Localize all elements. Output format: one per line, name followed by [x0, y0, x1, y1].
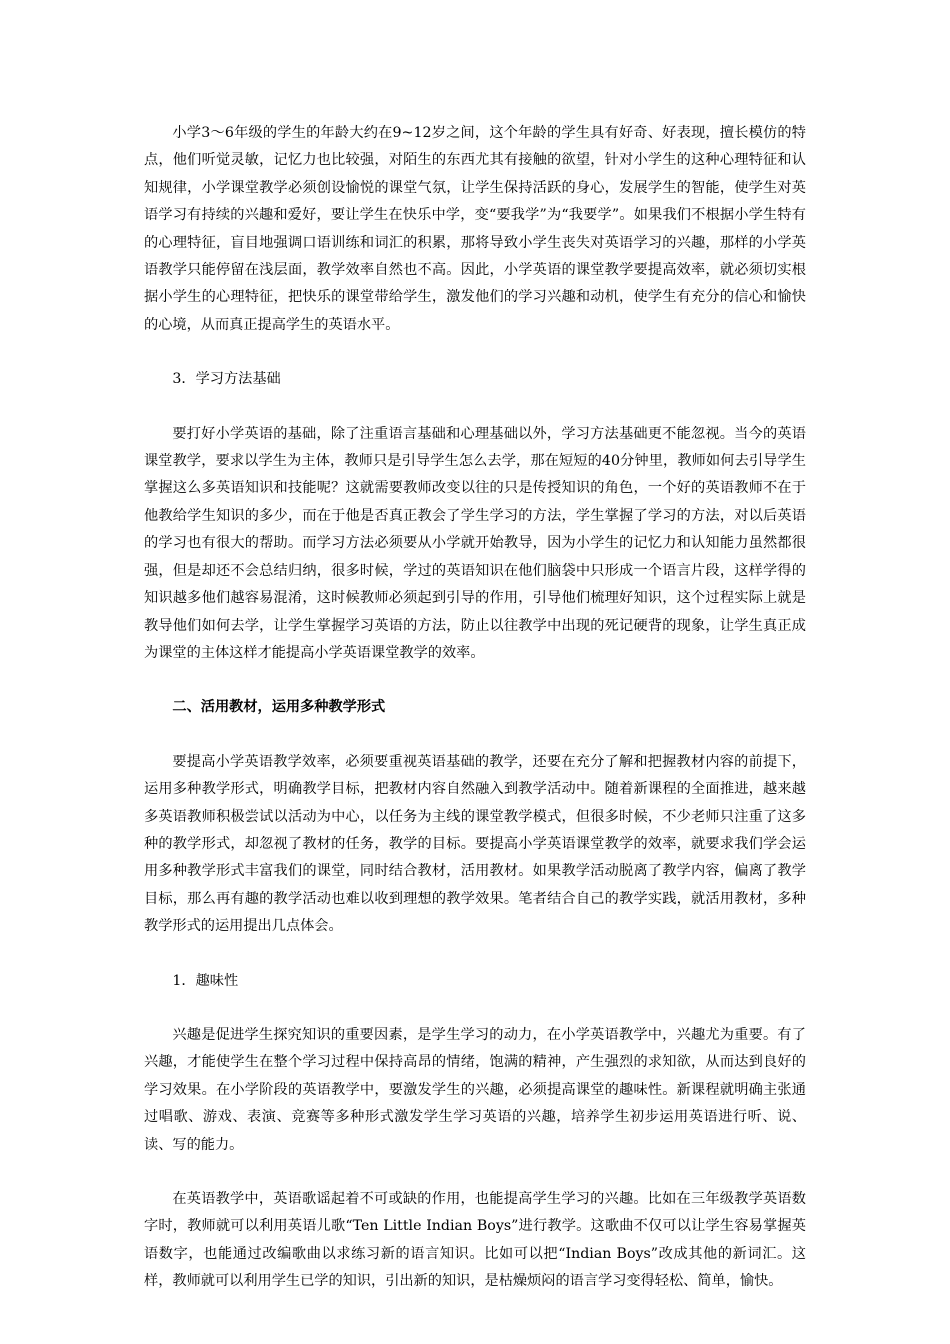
paragraph-study-methods: 要打好小学英语的基础，除了注重语言基础和心理基础以外，学习方法基础更不能忽视。当今的英语课堂教学，要求以学生为主体，教师只是引导学生怎么去学，那在短短的40分钟里，教师如何去引导学生掌握这么多英语知识和技能呢？这就需要教师改变以往的只是传授知识的角色，一个好的英语教师不在于他教给学生知识的多少，而在于他是否真正教会了学生学习的方法，学生掌握了学习的方法，对以后英语的学习也有很大的帮助。而学习方法必须要从小学就开始教导，因为小学生的记忆力和认知能力虽然都很强，但是却还不会总结归纳，很多时候，学过的英语知识在他们脑袋中只形成一个语言片段，这样学得的知识越多他们越容易混淆，这时候教师必须起到引导的作用，引导他们梳理好知识，这个过程实际上就是教导他们如何去学，让学生掌握学习英语的方法，防止以往教学中出现的死记硬背的现象，让学生真正成为课堂的主体这样才能提高小学英语课堂教学的效率。	[144, 425, 806, 661]
paragraph-teaching-forms: 要提高小学英语教学效率，必须要重视英语基础的教学，还要在充分了解和把握教材内容的前提下，运用多种教学形式，明确教学目标，把教材内容自然融入到教学活动中。随着新课程的全面推进，越来越多英语教师积极尝试以活动为中心，以任务为主线的课堂教学模式，但很多时候，不少老师只注重了这多种的教学形式，却忽视了教材的任务，教学的目标。要提高小学英语课堂教学的效率，就要求我们学会运用多种教学形式丰富我们的课堂，同时结合教材，活用教材。如果教学活动脱离了教学内容，偏离了教学目标，那么再有趣的教学活动也难以收到理想的教学效果。笔者结合自己的教学实践，就活用教材，多种教学形式的运用提出几点体会。	[144, 753, 806, 935]
paragraph-psychology: 小学3～6年级的学生的年龄大约在9~12岁之间，这个年龄的学生具有好奇、好表现，擅长模仿的特点，他们听觉灵敏，记忆力也比较强，对陌生的东西尤其有接触的欲望，针对小学生的这种心理特征和认知规律，小学课堂教学必须创设愉悦的课堂气氛，让学生保持活跃的身心，发展学生的智能，使学生对英语学习有持续的兴趣和爱好，要让学生在快乐中学，变“要我学”为“我要学”。如果我们不根据小学生特有的心理特征，盲目地强调口语训练和词汇的积累，那将导致小学生丧失对英语学习的兴趣，那样的小学英语教学只能停留在浅层面，教学效率自然也不高。因此，小学英语的课堂教学要提高效率，就必须切实根据小学生的心理特征，把快乐的课堂带给学生，激发他们的学习兴趣和动机，使学生有充分的信心和愉快的心境，从而真正提高学生的英语水平。	[144, 125, 806, 333]
paragraph-interest: 兴趣是促进学生探究知识的重要因素，是学生学习的动力，在小学英语教学中，兴趣尤为重要。有了兴趣，才能使学生在整个学习过程中保持高昂的情绪，饱满的精神，产生强烈的求知欲，从而达到良好的学习效果。在小学阶段的英语教学中，要激发学生的兴趣，必须提高课堂的趣味性。新课程就明确主张通过唱歌、游戏、表演、竞赛等多种形式激发学生学习英语的兴趣，培养学生初步运用英语进行听、说、读、写的能力。	[144, 1026, 806, 1153]
paragraph-songs: 在英语教学中，英语歌谣起着不可或缺的作用，也能提高学生学习的兴趣。比如在三年级教学英语数字时，教师就可以利用英语儿歌“Ten Little Indian Boys”进行教学。这歌曲不仅可以让学生容易掌握英语数字，也能通过改编歌曲以求练习新的语言知识。比如可以把“Indian Boys”改成其他的新词汇。这样，教师就可以利用学生已学的知识，引出新的知识，是枯燥烦闷的语言学习变得轻松、简单，愉快。	[144, 1191, 806, 1290]
subheading-study-methods: 3．学习方法基础	[172, 371, 281, 388]
subheading-interest: 1．趣味性	[172, 972, 239, 989]
document-body	[144, 120, 806, 1323]
section-heading-teaching-forms: 二、活用教材，运用多种教学形式	[172, 699, 386, 716]
